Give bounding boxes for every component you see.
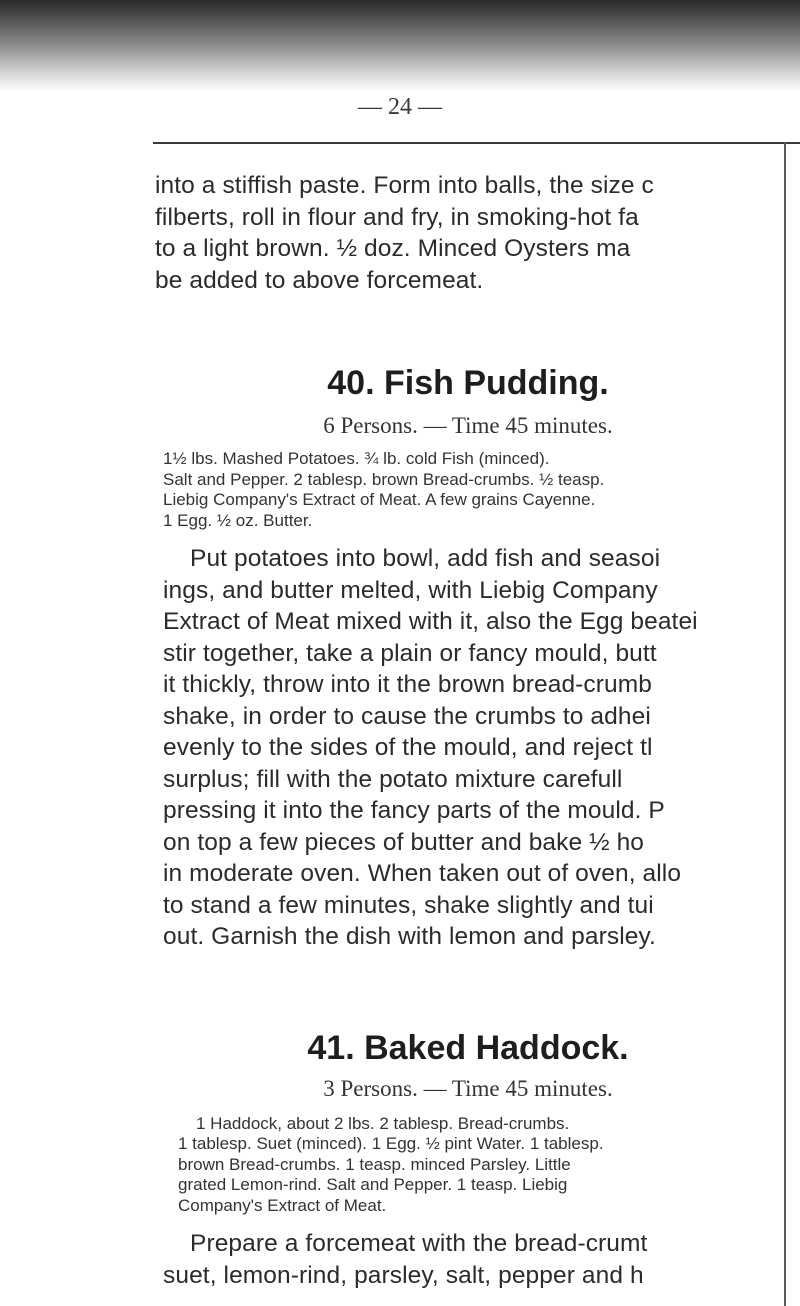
text-line: it thickly, throw into it the brown bread-crumb [163, 671, 652, 698]
text-line: stir together, take a plain or fancy mould, butt [163, 639, 657, 667]
text-line: suet, lemon-rind, parsley, salt, pepper and h [163, 1261, 644, 1289]
text-line: pressing it into the fancy parts of the mould. P [163, 797, 665, 824]
text-line: filberts, roll in flour and fry, in smoking-hot fa [155, 203, 639, 231]
recipe-meta: 6 Persons. — Time 45 minutes. [323, 413, 613, 438]
ingredients-list [154, 449, 782, 531]
text-line: in moderate oven. When taken out of oven, allo [163, 860, 682, 887]
recipe-baked-haddock [154, 1029, 782, 1292]
method-paragraph [154, 543, 782, 953]
text-line: into a stiffish paste. Form into balls, the size c [155, 172, 654, 199]
ingredient-line: brown Bread-crumbs. 1 teasp. minced Parsley. Little [178, 1154, 571, 1174]
recipe-title: 41. Baked Haddock. [307, 1028, 629, 1067]
text-line: ings, and butter melted, with Liebig Company [163, 576, 658, 604]
recipe-fish-pudding [154, 364, 782, 953]
scan-edge-shadow [0, 0, 800, 92]
recipe-title: 40. Fish Pudding. [327, 364, 609, 402]
text-line: Extract of Meat mixed with it, also the Egg beatei [163, 608, 698, 635]
ingredient-line: Company's Extract of Meat. [178, 1195, 387, 1215]
ingredient-line: 1½ lbs. Mashed Potatoes. ¾ lb. cold Fish (minced). [163, 449, 550, 468]
ingredient-line: 1 Egg. ½ oz. Butter. [163, 510, 313, 530]
page-content [154, 170, 782, 1291]
text-line: evenly to the sides of the mould, and reject tl [163, 734, 653, 761]
method-paragraph [154, 1228, 782, 1291]
page-frame-top-rule [153, 142, 800, 144]
ingredient-line: Liebig Company's Extract of Meat. A few grains Cayenne. [163, 490, 596, 509]
text-line: Put potatoes into bowl, add fish and seasoi [190, 545, 661, 572]
ingredient-line: 1 Haddock, about 2 lbs. 2 tablesp. Bread-crumbs. [196, 1113, 570, 1133]
ingredient-line: grated Lemon-rind. Salt and Pepper. 1 teasp. Liebig [178, 1175, 568, 1194]
ingredients-list [154, 1114, 782, 1217]
recipe-meta: 3 Persons. — Time 45 minutes. [323, 1075, 613, 1101]
text-line: to a light brown. ½ doz. Minced Oysters ma [155, 235, 631, 262]
text-line: on top a few pieces of butter and bake ½ ho [163, 828, 645, 856]
ingredient-line: Salt and Pepper. 2 tablesp. brown Bread-crumbs. ½ teasp. [163, 469, 605, 489]
text-line: Prepare a forcemeat with the bread-crumt [190, 1230, 648, 1257]
text-line: be added to above forcemeat. [155, 266, 484, 294]
text-line: to stand a few minutes, shake slightly and tui [163, 891, 654, 919]
page-frame-right-rule [784, 142, 786, 1306]
ingredient-line: 1 tablesp. Suet (minced). 1 Egg. ½ pint Water. 1 tablesp. [178, 1134, 604, 1153]
text-line: shake, in order to cause the crumbs to adhei [163, 702, 651, 730]
text-line: out. Garnish the dish with lemon and parsley. [163, 923, 656, 950]
intro-paragraph [154, 170, 782, 296]
text-line: surplus; fill with the potato mixture carefull [163, 765, 623, 793]
page-number: — 24 — [358, 94, 442, 120]
